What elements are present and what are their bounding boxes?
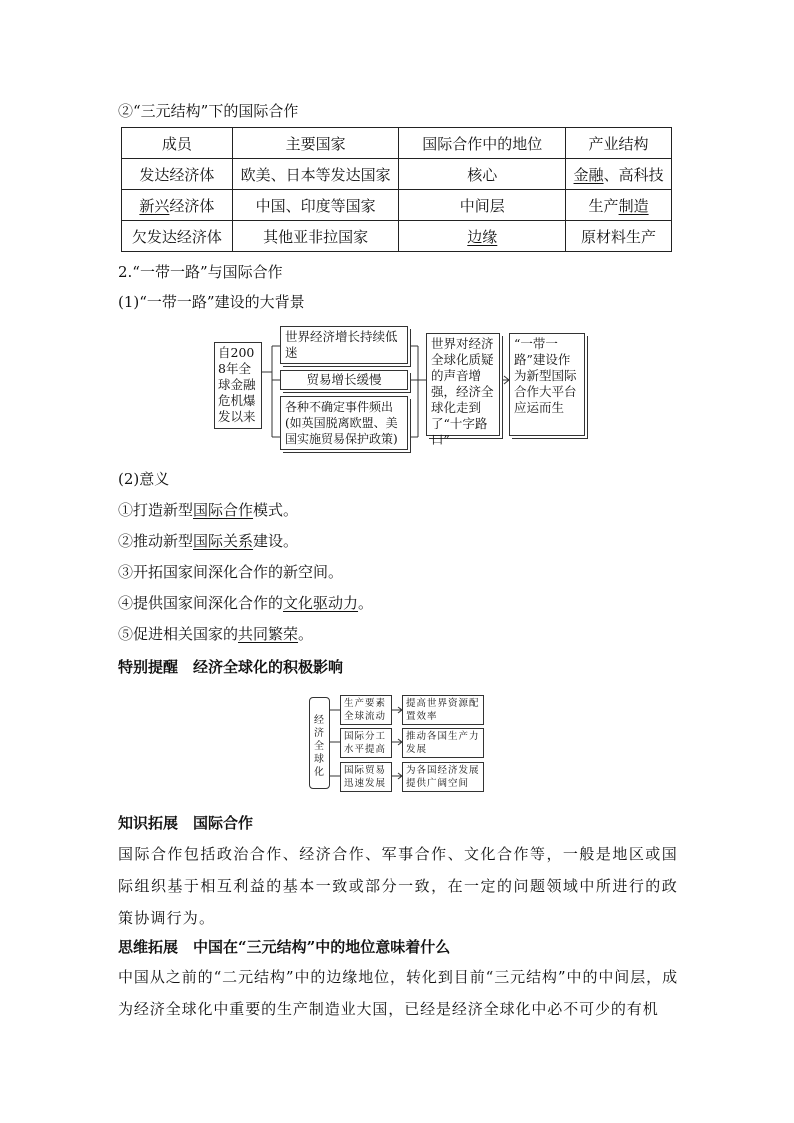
- table-cell: 欠发达经济体: [122, 221, 233, 252]
- reminder-heading: 特别提醒 经济全球化的积极影响: [118, 658, 344, 676]
- knowledge-paragraph: 国际合作包括政治合作、经济合作、军事合作、文化合作等，一般是地区或国际组织基于相互利益的基本一致或部分一致，在一定的问题领域中所进行的政策协调行为。: [118, 845, 678, 927]
- impact-effect-box: 推动各国生产力发展: [402, 728, 484, 758]
- table-cell-text: 金融、高科技: [573, 165, 664, 184]
- table-cell: 中国、印度等国家: [232, 190, 399, 221]
- underlined-term: 金融: [573, 165, 604, 184]
- subsection-heading: (2)意义: [118, 470, 170, 488]
- table-cell: 发达经济体: [122, 159, 233, 190]
- cause-box: 世界经济增长持续低迷: [280, 326, 408, 364]
- thinking-paragraph: 中国从之前的“二元结构”中的边缘地位，转化到目前“三元结构”中的中间层，成为经济全球化中重要的生产制造业大国，已经是经济全球化中必不可少的有机: [118, 968, 678, 1018]
- table-header-cell: 产业结构: [566, 128, 672, 159]
- table-header-cell: 主要国家: [232, 128, 399, 159]
- underlined-term: 文化驱动力: [283, 594, 359, 612]
- cause-box: 贸易增长缓慢: [280, 370, 408, 390]
- significance-item: ②推动新型国际关系建设。: [118, 532, 299, 550]
- table-heading: ②“三元结构”下的国际合作: [118, 102, 299, 120]
- significance-item: ③开拓国家间深化合作的新空间。: [118, 563, 344, 581]
- table-cell: 原材料生产: [566, 221, 672, 252]
- underlined-term: 国际关系: [193, 532, 254, 550]
- significance-item: ①打造新型国际合作模式。: [118, 501, 299, 519]
- table-cell-text: 新兴经济体: [139, 196, 215, 215]
- knowledge-heading: 知识拓展 国际合作: [118, 814, 254, 832]
- significance-item: ⑤促进相关国家的共同繁荣。: [118, 625, 314, 643]
- table-cell: 核心: [399, 159, 566, 190]
- section-heading: 2.“一带一路”与国际合作: [118, 263, 283, 281]
- cause-box: 各种不确定事件频出(如英国脱离欧盟、美国实施贸易保护政策): [280, 396, 408, 450]
- impact-effect-box: 提高世界资源配置效率: [402, 695, 484, 725]
- table-cell: 欧美、日本等发达国家: [232, 159, 399, 190]
- impact-cause-box: 国际分工水平提高: [340, 728, 392, 758]
- significance-item: ④提供国家间深化合作的文化驱动力。: [118, 594, 374, 612]
- start-box: 自2008年全球金融危机爆发以来: [214, 342, 262, 429]
- thinking-heading: 思维拓展 中国在“三元结构”中的地位意味着什么: [118, 938, 451, 956]
- underlined-term: 新兴: [139, 196, 170, 215]
- impact-cause-box: 国际贸易迅速发展: [340, 762, 392, 792]
- table-cell-text: 边缘: [467, 227, 498, 246]
- impact-effect-box: 为各国经济发展提供广阔空间: [402, 762, 484, 792]
- table-header-cell: 国际合作中的地位: [399, 128, 566, 159]
- table-cell-text: 生产制造: [588, 196, 649, 215]
- impact-cause-box: 生产要素全球流动: [340, 695, 392, 725]
- middle-box: 世界对经济全球化质疑的声音增强，经济全球化走到了“十字路口”: [426, 333, 500, 436]
- table-cell: 中间层: [399, 190, 566, 221]
- underlined-term: 国际合作: [193, 501, 254, 519]
- end-box: “一带一路”建设作为新型国际合作大平台应运而生: [509, 333, 585, 436]
- underlined-term: 制造: [618, 196, 649, 215]
- underlined-term: 共同繁荣: [238, 625, 299, 643]
- subsection-heading: (1)“一带一路”建设的大背景: [118, 293, 305, 311]
- table-cell: 其他亚非拉国家: [232, 221, 399, 252]
- table-header-cell: 成员: [122, 128, 233, 159]
- root-box: 经济全球化: [309, 697, 330, 789]
